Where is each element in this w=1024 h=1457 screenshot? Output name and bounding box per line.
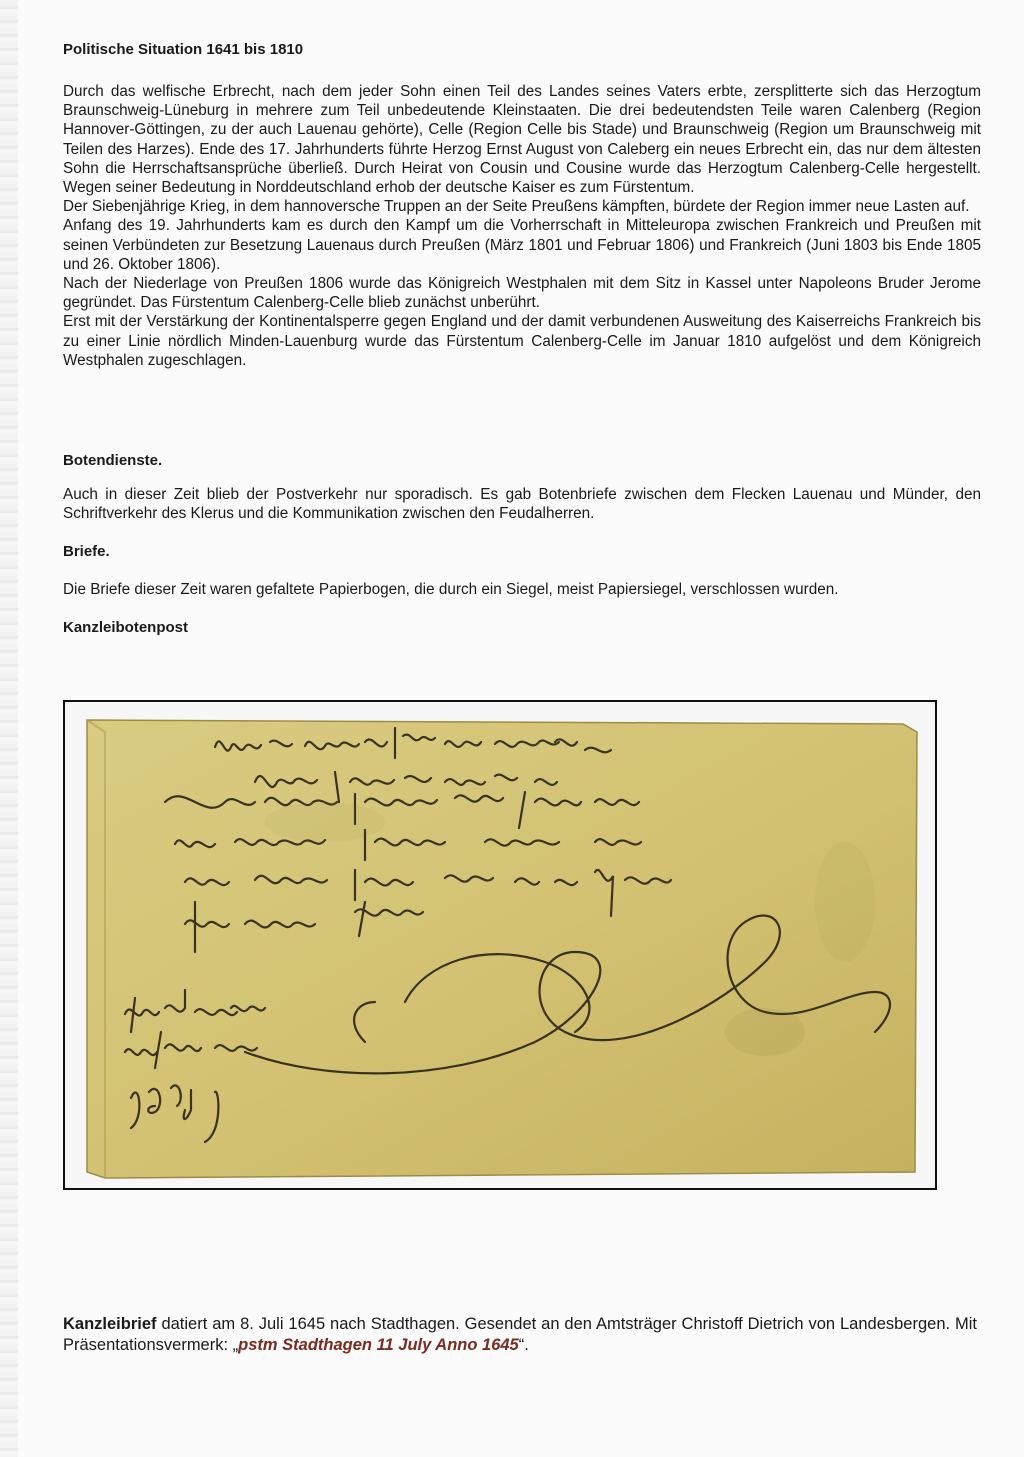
paper-stain [265, 802, 385, 842]
section-heading-botendienste: Botendienste. [63, 452, 163, 469]
caption-text-end: “. [518, 1336, 529, 1354]
letter-image [65, 702, 935, 1188]
paper-stain [725, 1008, 805, 1056]
section-heading-briefe: Briefe. [63, 543, 110, 560]
letter-paper [87, 720, 917, 1178]
caption-bold: Kanzleibrief [63, 1315, 157, 1333]
paragraph: Erst mit der Verstärkung der Kontinentalsperre gegen England und der damit verbundenen Ausweitung des Kaiserreichs Frankreich bis zu einer Linie nördlich Minden-Lauenburg wurde das Fürstentum Calenberg-Celle im Januar 1810 aufgelöst und dem Königreich Westphalen zugeschlagen. [63, 313, 981, 369]
paragraph: Die Briefe dieser Zeit waren gefaltete Papierbogen, die durch ein Siegel, meist Papiersiegel, verschlossen wurden. [63, 581, 839, 598]
section-heading-kanzleibotenpost: Kanzleibotenpost [63, 619, 189, 636]
paragraph: Auch in dieser Zeit blieb der Postverkehr nur sporadisch. Es gab Botenbriefe zwischen dem Flecken Lauenau und Münder, den Schriftverkehr des Klerus und die Kommunikation zwischen den Feudalherren. [63, 486, 981, 523]
scan-edge [0, 0, 18, 1457]
paragraph: Der Siebenjährige Krieg, in dem hannoversche Truppen an der Seite Preußens kämpften, bürdete der Region immer neue Lasten auf. [63, 198, 970, 216]
paper-stain [815, 842, 875, 962]
caption-text: datiert am 8. Juli 1645 nach Stadthagen. Gesendet an den Amtsträger Christoff Dietrich von Landesbergen. Mit Präsentationsvermerk: „ [63, 1315, 977, 1354]
letter-image-frame [63, 700, 937, 1190]
politics-text [63, 82, 981, 370]
paragraph: Durch das welfische Erbrecht, nach dem jeder Sohn einen Teil des Landes seines Vaters erbte, zersplitterte sich das Herzogtum Braunschweig-Lüneburg in mehrere zum Teil unbedeutende Kleinstaaten. Die drei bedeutendsten Teile waren Calenberg (Region Hannover-Göttingen, zu der auch Lauenau gehörte), Celle (Region Celle bis Stade) und Braunschweig (Region um Braunschweig mit Teilen des Harzes). Ende des 17. Jahrhunderts führte Herzog Ernst August von Caleberg ein neues Erbrecht ein, das nur dem ältesten Sohn die Herrschaftsansprüche überließ. Durch Heirat von Cousin und Cousine wurde das Herzogtum Calenberg-Celle hergestellt. Wegen seiner Bedeutung in Norddeutschland erhob der deutsche Kaiser es zum Fürstentum. [63, 83, 981, 197]
caption-highlight: pstm Stadthagen 11 July Anno 1645 [238, 1336, 519, 1354]
image-caption [63, 1314, 977, 1356]
section-heading-politics: Politische Situation 1641 bis 1810 [63, 41, 304, 58]
paragraph: Nach der Niederlage von Preußen 1806 wurde das Königreich Westphalen mit dem Sitz in Kassel unter Napoleons Bruder Jerome gegründet. Das Fürstentum Calenberg-Celle blieb zunächst unberührt. [63, 275, 981, 312]
paragraph: Anfang des 19. Jahrhunderts kam es durch den Kampf um die Vorherrschaft in Mitteleuropa zwischen Frankreich und Preußen mit seinen Verbündeten zur Besetzung Lauenaus durch Preußen (März 1801 und Februar 1806) und Frankreich (Juni 1803 bis Ende 1805 und 26. Oktober 1806). [63, 217, 981, 273]
